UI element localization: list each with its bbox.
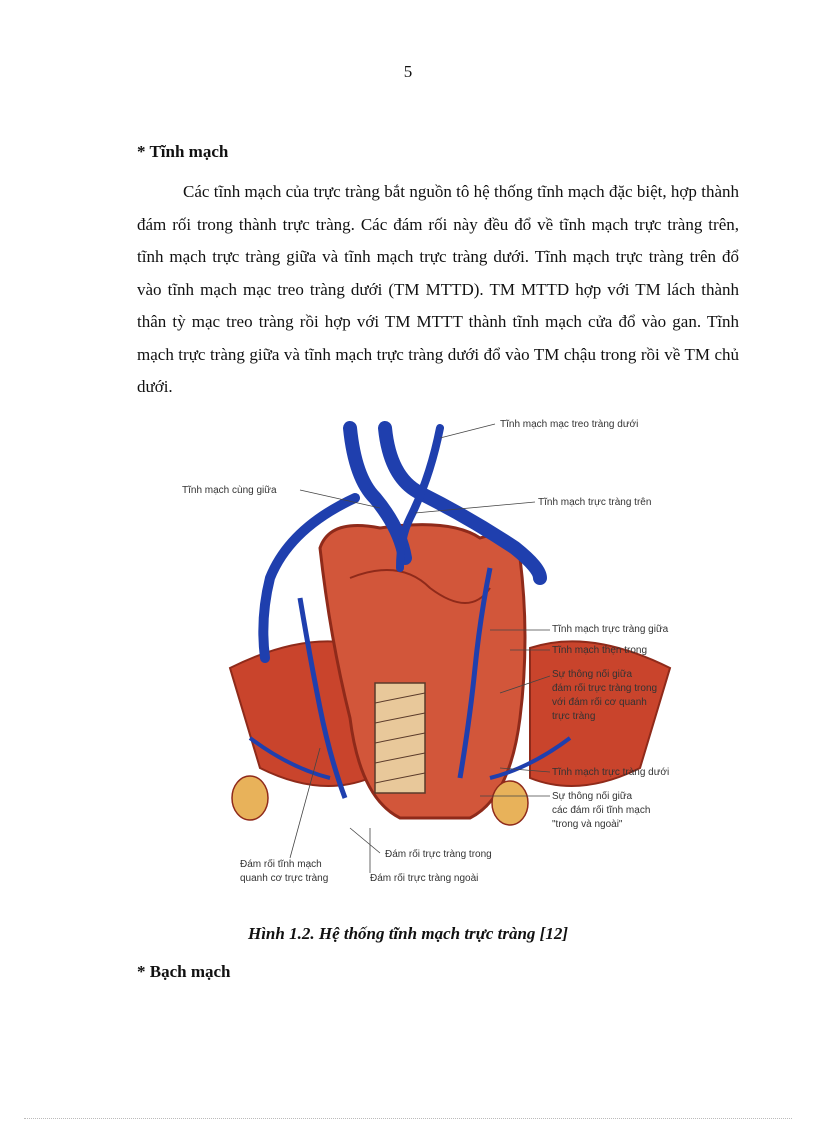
section-heading-lymph: * Bạch mạch (137, 962, 231, 981)
section-heading-veins: * Tĩnh mạch (137, 142, 229, 161)
rectal-venous-figure (170, 418, 730, 894)
label-anastomosis-internal-line-3: với đám rối cơ quanh (552, 697, 647, 708)
label-perimuscular-plexus-line-2: quanh cơ trực tràng (240, 873, 329, 884)
label-inferior-mesenteric-vein: Tĩnh mạch mạc treo tràng dưới (500, 419, 639, 430)
label-internal-pudendal-vein: Tĩnh mạch thẹn trong (552, 645, 648, 656)
right-levator-muscle (530, 641, 670, 786)
label-anastomosis-plexus-line-1: Sự thông nối giữa (552, 791, 633, 802)
page-footer-rule (24, 1118, 792, 1119)
label-anastomosis-plexus-line-2: các đám rối tĩnh mạch (552, 805, 651, 816)
label-anastomosis-internal-line-4: trực tràng (552, 711, 596, 722)
label-superior-rectal-vein: Tĩnh mạch trực tràng trên (538, 497, 652, 508)
left-ischiorectal-fat (232, 776, 268, 820)
body-paragraph (137, 176, 739, 404)
label-internal-rectal-plexus: Đám rối trực tràng trong (385, 849, 492, 860)
label-external-rectal-plexus: Đám rối trực tràng ngoài (370, 873, 479, 884)
page-number: 5 (403, 62, 413, 81)
label-perimuscular-plexus-line-1: Đám rối tĩnh mạch (240, 859, 322, 870)
paragraph-text: Các tĩnh mạch của trực tràng bắt nguồn tô hệ thống tĩnh mạch đặc biệt, hợp thành đám rối trong thành trực tràng. Các đám rối này đều đổ về tĩnh mạch trực tràng trên, tĩnh mạch trực tràng giữa và tĩnh mạch trực tràng dưới. Tĩnh mạch trực tràng trên đổ vào tĩnh mạch mạc treo tràng dưới (TM MTTD). TM MTTD hợp với TM lách thành thân tỳ mạc treo tràng rồi hợp với TM MTTT thành tĩnh mạch cửa đổ vào gan. Tĩnh mạch trực tràng giữa và tĩnh mạch trực tràng dưới đổ vào TM chậu trong rồi về TM chủ dưới. (137, 182, 739, 396)
label-inferior-rectal-vein: Tĩnh mạch trực tràng dưới (552, 767, 670, 778)
label-anastomosis-plexus-line-3: "trong và ngoài" (552, 819, 623, 830)
label-anastomosis-internal-line-1: Sự thông nối giữa (552, 669, 633, 680)
label-middle-rectal-vein: Tĩnh mạch trực tràng giữa (552, 624, 669, 635)
right-ischiorectal-fat (492, 781, 528, 825)
figure-caption: Hình 1.2. Hệ thống tĩnh mạch trực tràng [12] (247, 924, 569, 943)
label-anastomosis-internal-line-2: đám rối trực tràng trong (552, 683, 658, 694)
label-median-sacral-vein: Tĩnh mạch cùng giữa (182, 485, 277, 496)
